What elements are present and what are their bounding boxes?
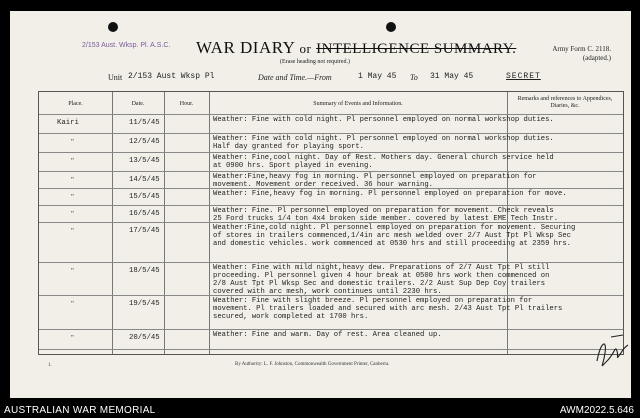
punch-hole (386, 22, 396, 32)
title-main: WAR DIARY (196, 38, 295, 57)
classification: SECRET (506, 72, 541, 81)
row-divider (39, 188, 623, 189)
from-value: 1 May 45 (358, 72, 397, 81)
row-divider (39, 171, 623, 172)
row-divider (39, 133, 623, 134)
entry-place: " (71, 176, 74, 184)
entry-summary-line: movement. Pl trailers loaded and secured with arc mesh. 2/43 Aust Tpt Pl trailers (213, 305, 563, 313)
entry-place: " (71, 210, 74, 218)
unit-stamp: 2/153 Aust. Wksp. Pl. A.S.C. (82, 42, 171, 49)
entry-date: 14/5/45 (129, 176, 160, 184)
entry-summary-line: Weather: Fine. Pl personnel employed on preparation for movement. Check reveals (213, 207, 554, 215)
entry-place: Kairi (57, 119, 79, 127)
archive-reference: AWM2022.5.646 (559, 405, 634, 416)
entry-date: 11/5/45 (129, 119, 160, 127)
entry-summary-line: covered with arc mesh, work continues until 2230 hrs. (213, 288, 442, 296)
signature (593, 331, 631, 371)
army-form-adapted: (adapted.) (582, 54, 611, 62)
entry-date: 13/5/45 (129, 157, 160, 165)
entry-summary-line: 2/8 Aust Tpt Pl Wksp Sec and domestic trailers. 2/2 Aust Sup Dep Coy trailers (213, 280, 546, 288)
entry-summary-line: of stores in trailers commenced,1/4in arc mesh welded over 2/7 Aust Tpt Pl Wksp Sec (213, 232, 571, 240)
row-divider (39, 205, 623, 206)
printer-credit: By Authority: L. F. Johnston, Commonwealth Government Printer, Canberra. (235, 362, 390, 367)
entry-summary-line: movement. Movement order received. 36 hour warning. (213, 181, 433, 189)
entry-summary-line: Weather: Fine and warm. Day of rest. Area cleaned up. (213, 331, 442, 339)
entry-date: 20/5/45 (129, 334, 160, 342)
entry-date: 12/5/45 (129, 138, 160, 146)
entry-place: " (71, 334, 74, 342)
col-hour: Hour. (179, 101, 194, 107)
unit-label: Unit (108, 73, 123, 82)
entry-summary-line: Weather:Fine,cold night. Pl personnel employed on preparation for movement. Securing (213, 224, 576, 232)
entry-summary-line: Weather: Fine with cold night. Pl personnel employed on normal workshop duties. (213, 135, 554, 143)
row-divider (39, 329, 623, 330)
footer-number: 1. (48, 363, 52, 368)
entry-summary-line: at 0900 hrs. Sport played in evening. (213, 162, 373, 170)
entry-date: 18/5/45 (129, 267, 160, 275)
entry-summary-line: Weather: Fine with slight breeze. Pl personnel employed on preparation for (213, 297, 533, 305)
col-remarks: Remarks and references to Appendices, Diaries, &c. (517, 96, 613, 109)
page-title (196, 38, 516, 58)
col-date: Date. (131, 101, 145, 107)
row-divider (39, 349, 623, 350)
army-form-number: Army Form C. 2118. (552, 45, 611, 53)
entry-date: 15/5/45 (129, 193, 160, 201)
entry-summary-line: Half day granted for playing sport. (213, 143, 364, 151)
entry-place: " (71, 267, 74, 275)
row-divider (39, 222, 623, 223)
entry-date: 17/5/45 (129, 227, 160, 235)
entry-date: 16/5/45 (129, 210, 160, 218)
title-struck: INTELLIGENCE SUMMARY. (316, 41, 517, 57)
army-form-label (552, 45, 611, 63)
col-place: Place. (68, 101, 83, 107)
archive-caption: AUSTRALIAN WAR MEMORIAL (4, 405, 156, 416)
punch-hole (108, 22, 118, 32)
diary-table (38, 91, 624, 355)
entry-summary-line: Weather: Fine,heavy fog in morning. Pl personnel employed on preparation for move. (213, 190, 567, 198)
entry-place: " (71, 227, 74, 235)
erase-note: (Erase heading not required.) (280, 59, 350, 65)
row-divider (39, 295, 623, 296)
entry-summary-line: Weather: Fine,cool night. Day of Rest. Mothers day. General church service held (213, 154, 554, 162)
row-divider (39, 262, 623, 263)
entry-summary-line: Weather: Fine with mild night,heavy dew. Preparations of 2/7 Aust Tpt Pl still (213, 264, 550, 272)
diary-sheet (10, 11, 631, 398)
title-or: or (299, 41, 312, 56)
entry-place: " (71, 193, 74, 201)
entry-summary-line: Weather:Fine,heavy fog in morning. Pl personnel employed on preparation for (213, 173, 537, 181)
entry-place: " (71, 138, 74, 146)
entry-summary-line: Weather: Fine with cold night. Pl personnel employed on normal workshop duties. (213, 116, 554, 124)
entry-place: " (71, 300, 74, 308)
row-divider (39, 152, 623, 153)
entry-date: 19/5/45 (129, 300, 160, 308)
to-label: To (410, 73, 418, 82)
entry-summary-line: and domestic vehicles. work commenced at 0530 hrs and still proceeding at 2359 hrs. (213, 240, 571, 248)
entry-summary-line: proceeding. Pl personnel given 4 hour break at 0500 hrs work then commenced on (213, 272, 550, 280)
entry-place: " (71, 157, 74, 165)
entry-summary-line: secured, work completed at 1700 hrs. (213, 313, 369, 321)
entry-summary-line: 25 Ford trucks 1/4 ton 4x4 broken side member. covered by latest EME Tech Instr. (213, 215, 559, 223)
date-label: Date and Time.—From (258, 73, 332, 82)
to-value: 31 May 45 (430, 72, 474, 81)
unit-value: 2/153 Aust Wksp Pl (128, 72, 215, 81)
col-summary: Summary of Events and Information. (313, 101, 403, 107)
